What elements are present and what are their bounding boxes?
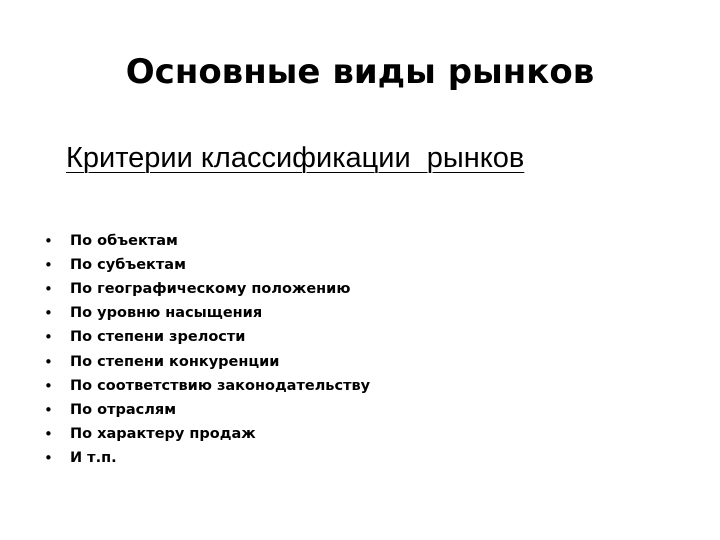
list-item bbox=[44, 301, 370, 325]
bullet-icon: • bbox=[44, 448, 53, 467]
list-item bbox=[44, 446, 370, 470]
list-item-label: По субъектам bbox=[70, 257, 186, 274]
list-item bbox=[44, 349, 370, 373]
list-item-label: И т.п. bbox=[70, 449, 117, 466]
list-item-label: По характеру продаж bbox=[70, 425, 256, 442]
list-item bbox=[44, 422, 370, 446]
list-item bbox=[44, 277, 370, 301]
bullet-icon: • bbox=[44, 280, 53, 299]
list-item bbox=[44, 253, 370, 277]
bullet-icon: • bbox=[44, 328, 53, 347]
bullet-icon: • bbox=[44, 232, 53, 251]
list-item bbox=[44, 229, 370, 253]
bullet-icon: • bbox=[44, 352, 53, 371]
bullet-icon: • bbox=[44, 376, 53, 395]
bullet-icon: • bbox=[44, 424, 53, 443]
list-item-label: По степени зрелости bbox=[70, 329, 246, 346]
bullet-icon: • bbox=[44, 304, 53, 323]
slide-subtitle: Критерии классификации рынков bbox=[66, 142, 525, 174]
bullet-icon: • bbox=[44, 256, 53, 275]
list-item-label: По объектам bbox=[70, 233, 178, 250]
list-item bbox=[44, 374, 370, 398]
list-item-label: По отраслям bbox=[70, 401, 177, 418]
list-item bbox=[44, 325, 370, 349]
list-item bbox=[44, 398, 370, 422]
list-item-label: По соответствию законодательству bbox=[70, 377, 371, 394]
list-item-label: По степени конкуренции bbox=[70, 353, 280, 370]
criteria-list bbox=[44, 229, 370, 470]
list-item-label: По уровню насыщения bbox=[70, 305, 263, 322]
slide-title: Основные виды рынков bbox=[125, 52, 595, 92]
bullet-icon: • bbox=[44, 400, 53, 419]
list-item-label: По географическому положению bbox=[70, 281, 351, 298]
